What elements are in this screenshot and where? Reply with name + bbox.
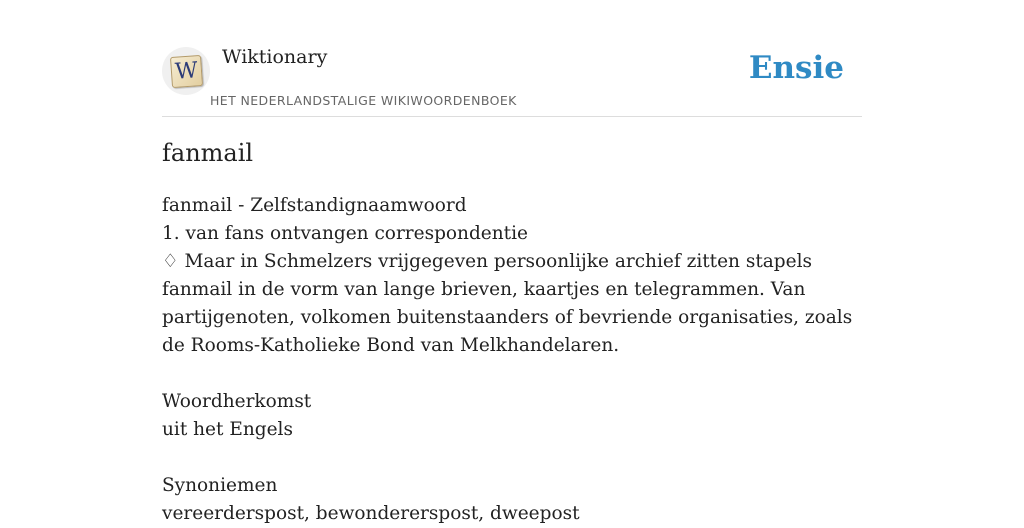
page-title: fanmail (162, 139, 254, 167)
synonyms-text: vereerderspost, bewondererspost, dweepost (162, 503, 580, 524)
site-tagline: HET NEDERLANDSTALIGE WIKIWOORDENBOEK (210, 93, 517, 108)
section-spacer (162, 360, 862, 388)
site-header (162, 0, 862, 117)
usage-example: ♢ Maar in Schmelzers vrijgegeven persoonlijke archief zitten stapels fanmail in de vorm van lange brieven, kaartjes en telegrammen. Van partijgenoten, volkomen buitenstaanders of bevriende organisaties, zoals de Rooms-Katholieke Bond van Melkhandelaren. (162, 251, 853, 356)
page-container (162, 0, 862, 524)
entry-content (162, 192, 862, 528)
word-class-line: fanmail - Zelfstandignaamwoord (162, 195, 467, 216)
etymology-text: uit het Engels (162, 419, 293, 440)
wiktionary-w-tile-icon: W (170, 55, 203, 88)
etymology-heading: Woordherkomst (162, 391, 312, 412)
definition: 1. van fans ontvangen correspondentie (162, 223, 528, 244)
synonyms-heading: Synoniemen (162, 475, 278, 496)
section-spacer (162, 444, 862, 472)
site-name[interactable]: Wiktionary (222, 46, 328, 68)
wiktionary-logo[interactable] (162, 47, 210, 95)
ensie-brand-link[interactable]: Ensie (748, 50, 844, 86)
